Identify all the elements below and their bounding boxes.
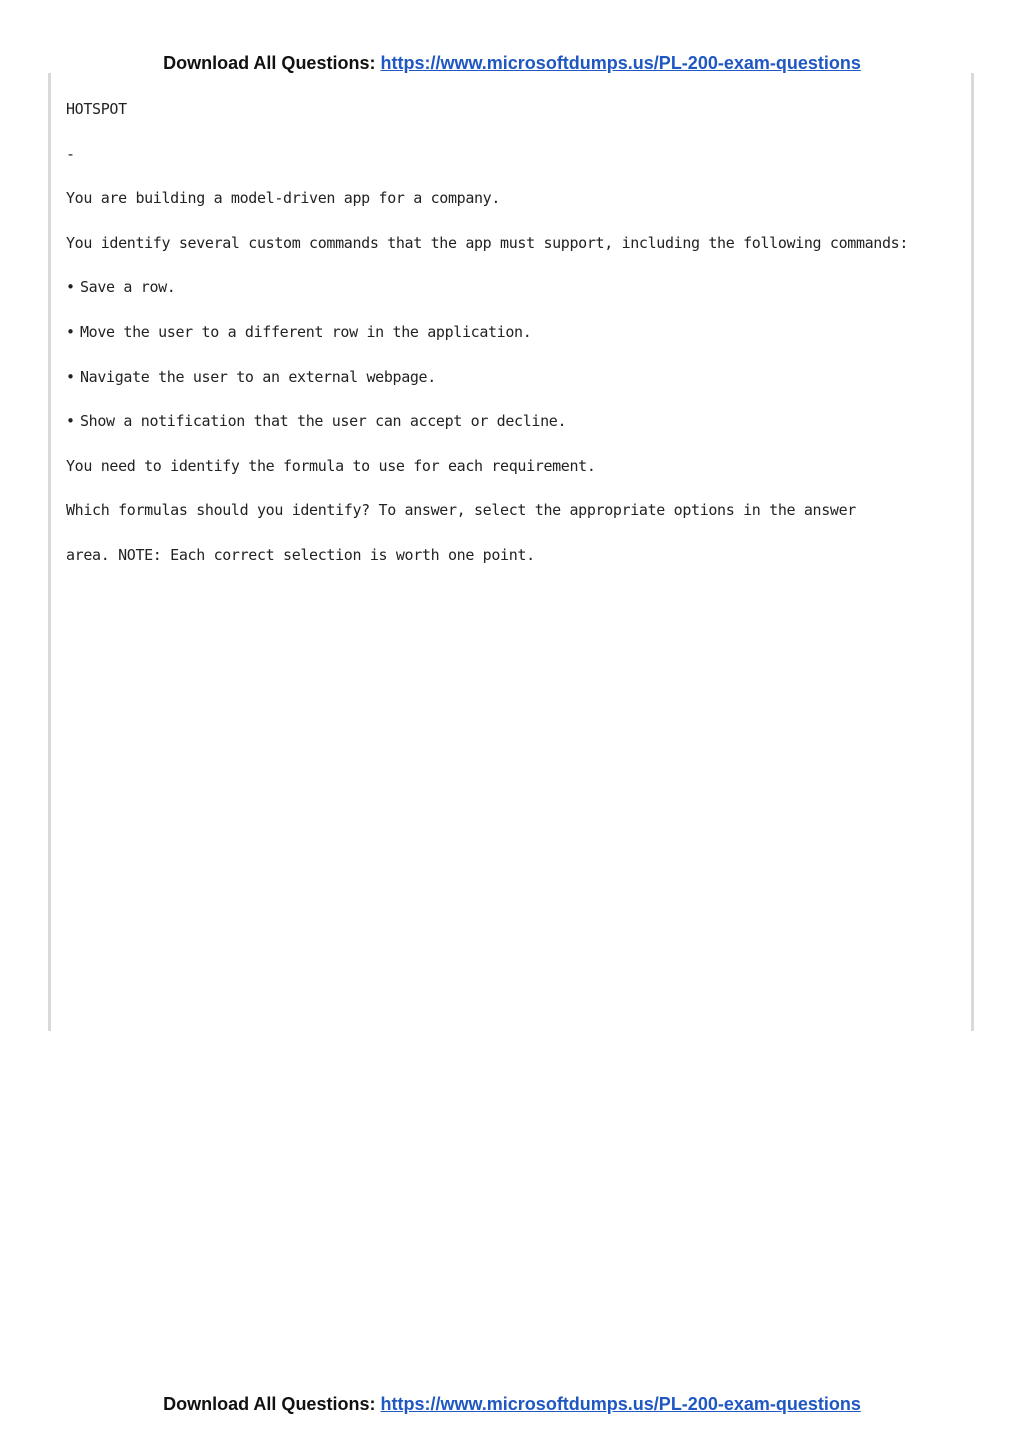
footer-label: Download All Questions: <box>163 1394 376 1414</box>
question-type: HOTSPOT <box>66 100 127 118</box>
bullet-icon: • <box>66 367 75 386</box>
question-intro: You are building a model-driven app for a company. <box>66 189 501 208</box>
question-separator: - <box>66 144 75 163</box>
command-item <box>66 408 956 453</box>
command-text: Move the user to a different row in the application. <box>80 322 532 341</box>
question-instruction-line1: Which formulas should you identify? To answer, select the appropriate options in the answer <box>66 501 856 520</box>
command-text: Show a notification that the user can accept or decline. <box>80 412 567 431</box>
header-banner <box>0 53 1024 74</box>
question-instruction-line2: area. NOTE: Each correct selection is worth one point. <box>66 545 535 564</box>
bullet-icon: • <box>66 412 75 431</box>
bullet-icon: • <box>66 322 75 341</box>
command-item <box>66 319 956 364</box>
bullet-icon: • <box>66 278 75 297</box>
command-item <box>66 274 956 319</box>
command-text: Navigate the user to an external webpage. <box>80 367 436 386</box>
header-label: Download All Questions: <box>163 53 376 73</box>
command-text: Save a row. <box>80 278 176 297</box>
question-lead: You identify several custom commands that the app must support, including the following commands: <box>66 233 909 252</box>
footer-download-link[interactable]: https://www.microsoftdumps.us/PL-200-exam-questions <box>380 1394 861 1414</box>
left-frame-border <box>48 73 51 1031</box>
command-item <box>66 364 956 409</box>
footer-banner <box>0 1394 1024 1415</box>
question-body <box>66 96 956 587</box>
question-task: You need to identify the formula to use for each requirement. <box>66 456 596 475</box>
header-download-link[interactable]: https://www.microsoftdumps.us/PL-200-exam-questions <box>380 53 861 73</box>
right-frame-border <box>971 73 974 1031</box>
